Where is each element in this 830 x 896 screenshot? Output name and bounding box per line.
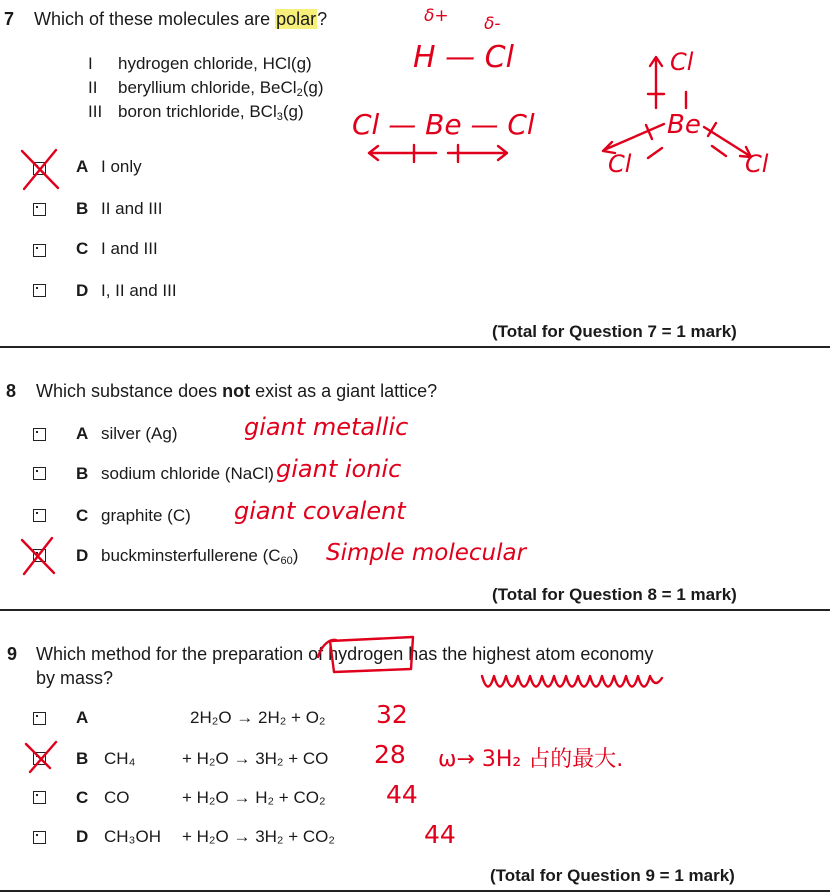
bcl3-left-cl: Cl bbox=[608, 150, 632, 178]
statement-sub: 3 bbox=[276, 111, 283, 123]
q8-note-a: giant metallic bbox=[244, 413, 409, 441]
q8-option-a-text: silver (Ag) bbox=[101, 424, 178, 443]
q9-total: (Total for Question 9 = 1 mark) bbox=[490, 866, 735, 885]
statement-sub: 2 bbox=[296, 87, 303, 99]
bcl3-right-dipole-arrow bbox=[704, 123, 751, 157]
bcl3-right-cl: Cl bbox=[745, 150, 769, 178]
q8-option-d-checkbox[interactable] bbox=[33, 549, 46, 562]
q9-question-line1 bbox=[36, 644, 653, 665]
q8-note-d: Simple molecular bbox=[326, 540, 527, 566]
q9-question-pre: Which method for the preparation of bbox=[36, 644, 329, 664]
q7-question-pre: Which of these molecules are bbox=[34, 9, 276, 29]
q8-note-c: giant covalent bbox=[234, 497, 406, 525]
becl2-right-dipole-arrow bbox=[448, 145, 507, 162]
q7-option-b-text: II and III bbox=[101, 199, 163, 218]
bcl3-top-dipole-arrow bbox=[648, 57, 664, 108]
q9-option-a-checkbox[interactable] bbox=[33, 712, 46, 725]
q7-option-d-checkbox[interactable] bbox=[33, 284, 46, 297]
q7-option-b-letter: B bbox=[76, 199, 89, 218]
q7-total: (Total for Question 7 = 1 mark) bbox=[492, 322, 737, 341]
q7-option-c-text: I and III bbox=[101, 239, 158, 258]
q9-note-d: 44 bbox=[424, 820, 456, 849]
q7-statement-1 bbox=[88, 54, 312, 74]
statement-text: boron trichloride, BCl bbox=[118, 102, 277, 121]
q9-note-a: 32 bbox=[376, 700, 408, 729]
q9-option-b-equation: + H₂O → 3H₂ + CO bbox=[182, 749, 329, 768]
q8-option-c-checkbox[interactable] bbox=[33, 509, 46, 522]
q8-option-b-letter: B bbox=[76, 464, 89, 483]
q9-option-b-checkbox[interactable] bbox=[33, 752, 46, 765]
q7-option-d-text: I, II and III bbox=[101, 281, 177, 300]
becl2-left-dipole-arrow bbox=[369, 145, 436, 162]
q8-option-a-checkbox[interactable] bbox=[33, 428, 46, 441]
q7-option-c-letter: C bbox=[76, 239, 89, 258]
q8-option-d-letter: D bbox=[76, 546, 89, 565]
statement-numeral: III bbox=[88, 102, 103, 121]
hcl-structure: H — Cl bbox=[413, 40, 514, 75]
q8-note-b: giant ionic bbox=[276, 455, 402, 483]
q7-question bbox=[34, 9, 327, 30]
q9-question-boxed: hydrogen bbox=[328, 644, 404, 664]
q7-option-c-checkbox[interactable] bbox=[33, 244, 46, 257]
q7-option-d-letter: D bbox=[76, 281, 89, 300]
q7-option-a-checkbox[interactable] bbox=[33, 162, 46, 175]
q7-number: 7 bbox=[4, 9, 15, 29]
q7-option-b-checkbox[interactable] bbox=[33, 203, 46, 216]
q7-option-a-letter: A bbox=[76, 157, 89, 176]
q8-option-a-letter: A bbox=[76, 424, 89, 443]
q7-option-a-text: I only bbox=[101, 157, 142, 176]
q9-divider bbox=[0, 890, 830, 892]
q9-note-c: 44 bbox=[386, 780, 418, 809]
q9-option-d-letter: D bbox=[76, 827, 89, 846]
q8-question-pre: Which substance does bbox=[36, 381, 223, 401]
q9-option-b-reactant: CH₄ bbox=[104, 749, 136, 768]
q8-option-d-tail: ) bbox=[292, 546, 299, 565]
bcl3-left-dipole-arrow bbox=[603, 124, 664, 153]
q9-option-c-letter: C bbox=[76, 788, 89, 807]
statement-text: beryllium chloride, BeCl bbox=[118, 78, 297, 97]
q9-note-b-extra: ω→ 3H₂ 占的最大. bbox=[438, 747, 624, 772]
q8-total: (Total for Question 8 = 1 mark) bbox=[492, 585, 737, 604]
q9-squiggle-underline bbox=[482, 676, 662, 687]
bcl3-center-be: Be bbox=[667, 110, 701, 140]
statement-tail: (g) bbox=[282, 102, 304, 121]
q9-option-d-equation: + H₂O → 3H₂ + CO₂ bbox=[182, 827, 335, 846]
bcl3-top-cl: Cl bbox=[670, 48, 694, 76]
q9-option-b-letter: B bbox=[76, 749, 89, 768]
q7-divider bbox=[0, 346, 830, 348]
q8-question-post: exist as a giant lattice? bbox=[250, 381, 438, 401]
becl2-structure: Cl — Be — Cl bbox=[352, 108, 535, 141]
q9-question-post: has the highest atom economy bbox=[403, 644, 654, 664]
q8-option-b-text: sodium chloride (NaCl) bbox=[101, 464, 274, 483]
statement-numeral: II bbox=[88, 78, 98, 97]
hcl-delta-plus: δ+ bbox=[424, 6, 449, 26]
statement-text: hydrogen chloride, HCl(g) bbox=[118, 54, 312, 73]
q7-question-post: ? bbox=[317, 9, 328, 29]
q7-question-highlight: polar bbox=[276, 9, 317, 29]
q8-question bbox=[36, 381, 437, 402]
q9-option-d-reactant: CH₃OH bbox=[104, 827, 161, 846]
q7-statement-2 bbox=[88, 78, 323, 98]
q9-option-c-equation: + H₂O → H₂ + CO₂ bbox=[182, 788, 326, 807]
q9-question-line2: by mass? bbox=[36, 668, 114, 688]
q8-number: 8 bbox=[6, 381, 17, 401]
q9-option-d-checkbox[interactable] bbox=[33, 831, 46, 844]
q7-statement-3 bbox=[88, 102, 304, 122]
q8-option-c-text: graphite (C) bbox=[101, 506, 191, 525]
q8-question-bold: not bbox=[222, 381, 251, 401]
q8-divider bbox=[0, 609, 830, 611]
q9-note-b: 28 bbox=[374, 740, 406, 769]
q8-option-b-checkbox[interactable] bbox=[33, 467, 46, 480]
q8-option-d-text bbox=[101, 546, 298, 566]
q9-number: 9 bbox=[7, 644, 18, 664]
q9-option-a-letter: A bbox=[76, 708, 89, 727]
q9-option-c-reactant: CO bbox=[104, 788, 130, 807]
hcl-delta-minus: δ- bbox=[484, 14, 501, 34]
q8-option-d-sub: 60 bbox=[280, 555, 293, 567]
q8-option-c-letter: C bbox=[76, 506, 89, 525]
q9-option-a-equation: 2H₂O → 2H₂ + O₂ bbox=[190, 708, 326, 727]
statement-tail: (g) bbox=[302, 78, 324, 97]
statement-numeral: I bbox=[88, 54, 93, 73]
q9-option-c-checkbox[interactable] bbox=[33, 791, 46, 804]
q8-option-d-main: buckminsterfullerene (C bbox=[101, 546, 281, 565]
